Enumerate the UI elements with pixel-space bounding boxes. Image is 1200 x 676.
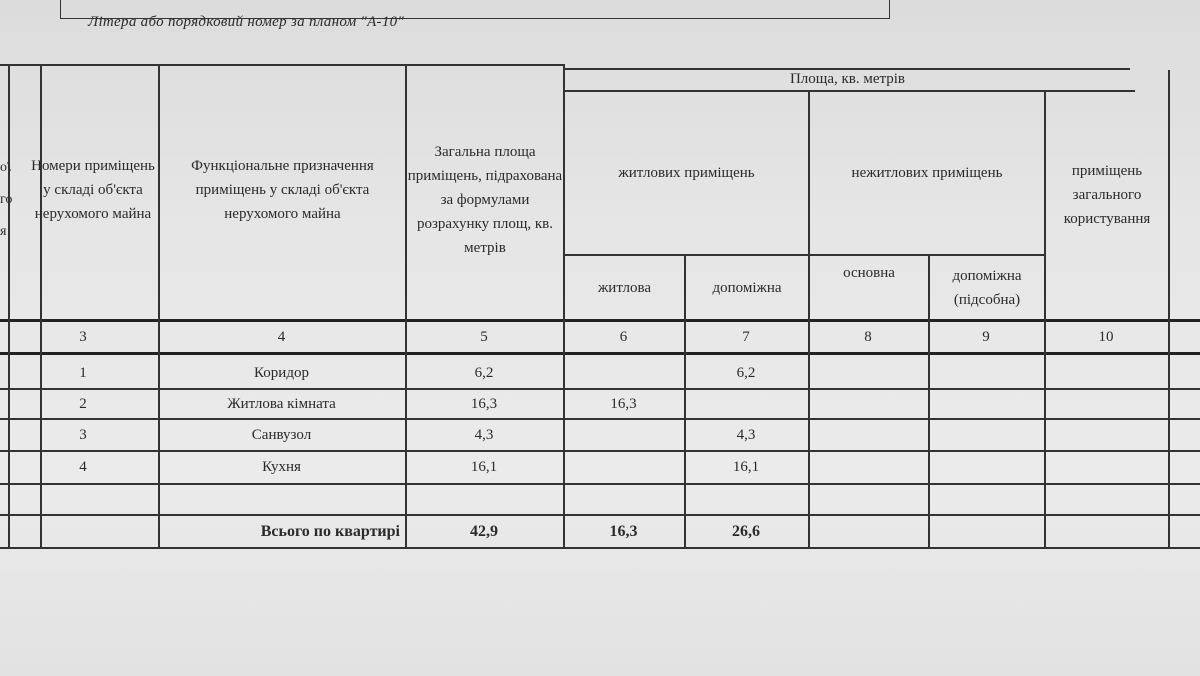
- row-4-auxiliary: 16,1: [732, 459, 760, 475]
- column-number-5: 5: [480, 328, 488, 345]
- header-common-use: приміщень загального користування: [1063, 163, 1151, 227]
- header-total-area: Загальна площа приміщень, підрахована за формулами розрахунку площ, кв. метрів: [407, 144, 563, 256]
- totals-living: 16,3: [609, 523, 638, 540]
- column-number-6: 6: [619, 328, 628, 345]
- row-divider-5: [0, 514, 1200, 516]
- column-number-10: 10: [1098, 328, 1114, 345]
- column-number-7: 7: [742, 328, 750, 345]
- column-number-9: 9: [982, 328, 990, 345]
- column-number-4: 4: [277, 328, 286, 345]
- row-1-auxiliary: 6,2: [736, 365, 756, 381]
- row-3-name: Санвузол: [251, 427, 312, 443]
- totals-total-area: 42,9: [470, 523, 498, 540]
- row-2-total: 16,3: [470, 396, 498, 412]
- left-fragment-3: я: [0, 224, 7, 239]
- table-bottom-border: [0, 547, 1200, 549]
- header-nonresidential: нежитлових приміщень: [851, 165, 1003, 181]
- column-number-8: 8: [864, 328, 872, 345]
- header-nonresidential-auxiliary: допоміжна (підсобна): [952, 267, 1022, 308]
- left-fragment-1: о\: [0, 160, 11, 175]
- header-functional-purpose: Функціональне призначення приміщень у складі об'єкта нерухомого майна: [191, 158, 374, 222]
- numbers-bottom-border: [0, 352, 1200, 355]
- table-top-border: [0, 64, 565, 66]
- row-1-total: 6,2: [474, 365, 494, 381]
- row-1-living: [563, 358, 684, 388]
- totals-auxiliary: 26,6: [732, 523, 760, 540]
- row-3-auxiliary: 4,3: [736, 427, 756, 443]
- header-room-numbers: Номери приміщень у складі об'єкта нерухомого майна: [31, 158, 155, 222]
- row-3-total: 4,3: [474, 427, 494, 443]
- header-residential-auxiliary: допоміжна: [712, 279, 782, 296]
- totals-label: Всього по квартирі: [260, 523, 400, 540]
- header-residential-living: житлова: [597, 279, 652, 296]
- plan-letter-line: Літера або порядковий номер за планом "А-10": [88, 14, 405, 30]
- row-4-name: Кухня: [262, 459, 301, 475]
- row-4-total: 16,1: [470, 459, 498, 475]
- row-4-number: 4: [79, 459, 87, 475]
- col-line-9: [1168, 70, 1170, 548]
- row-3-number: 3: [79, 427, 87, 443]
- row-1-name: Коридор: [254, 365, 309, 381]
- row-3-living: [563, 420, 684, 450]
- header-residential: житлових приміщень: [618, 165, 755, 181]
- header-nonresidential-main: основна: [843, 265, 895, 281]
- row-2-number: 2: [79, 396, 87, 412]
- column-number-3: 3: [79, 328, 87, 345]
- row-2-auxiliary: [684, 389, 808, 419]
- row-4-living: [563, 452, 684, 482]
- left-fragment-2: го: [0, 192, 13, 207]
- row-divider-4: [0, 483, 1200, 485]
- row-2-living: 16,3: [610, 396, 637, 412]
- row-2-name: Житлова кімната: [227, 396, 336, 412]
- row-1-number: 1: [79, 365, 87, 381]
- header-area-group: Площа, кв. метрів: [789, 71, 906, 87]
